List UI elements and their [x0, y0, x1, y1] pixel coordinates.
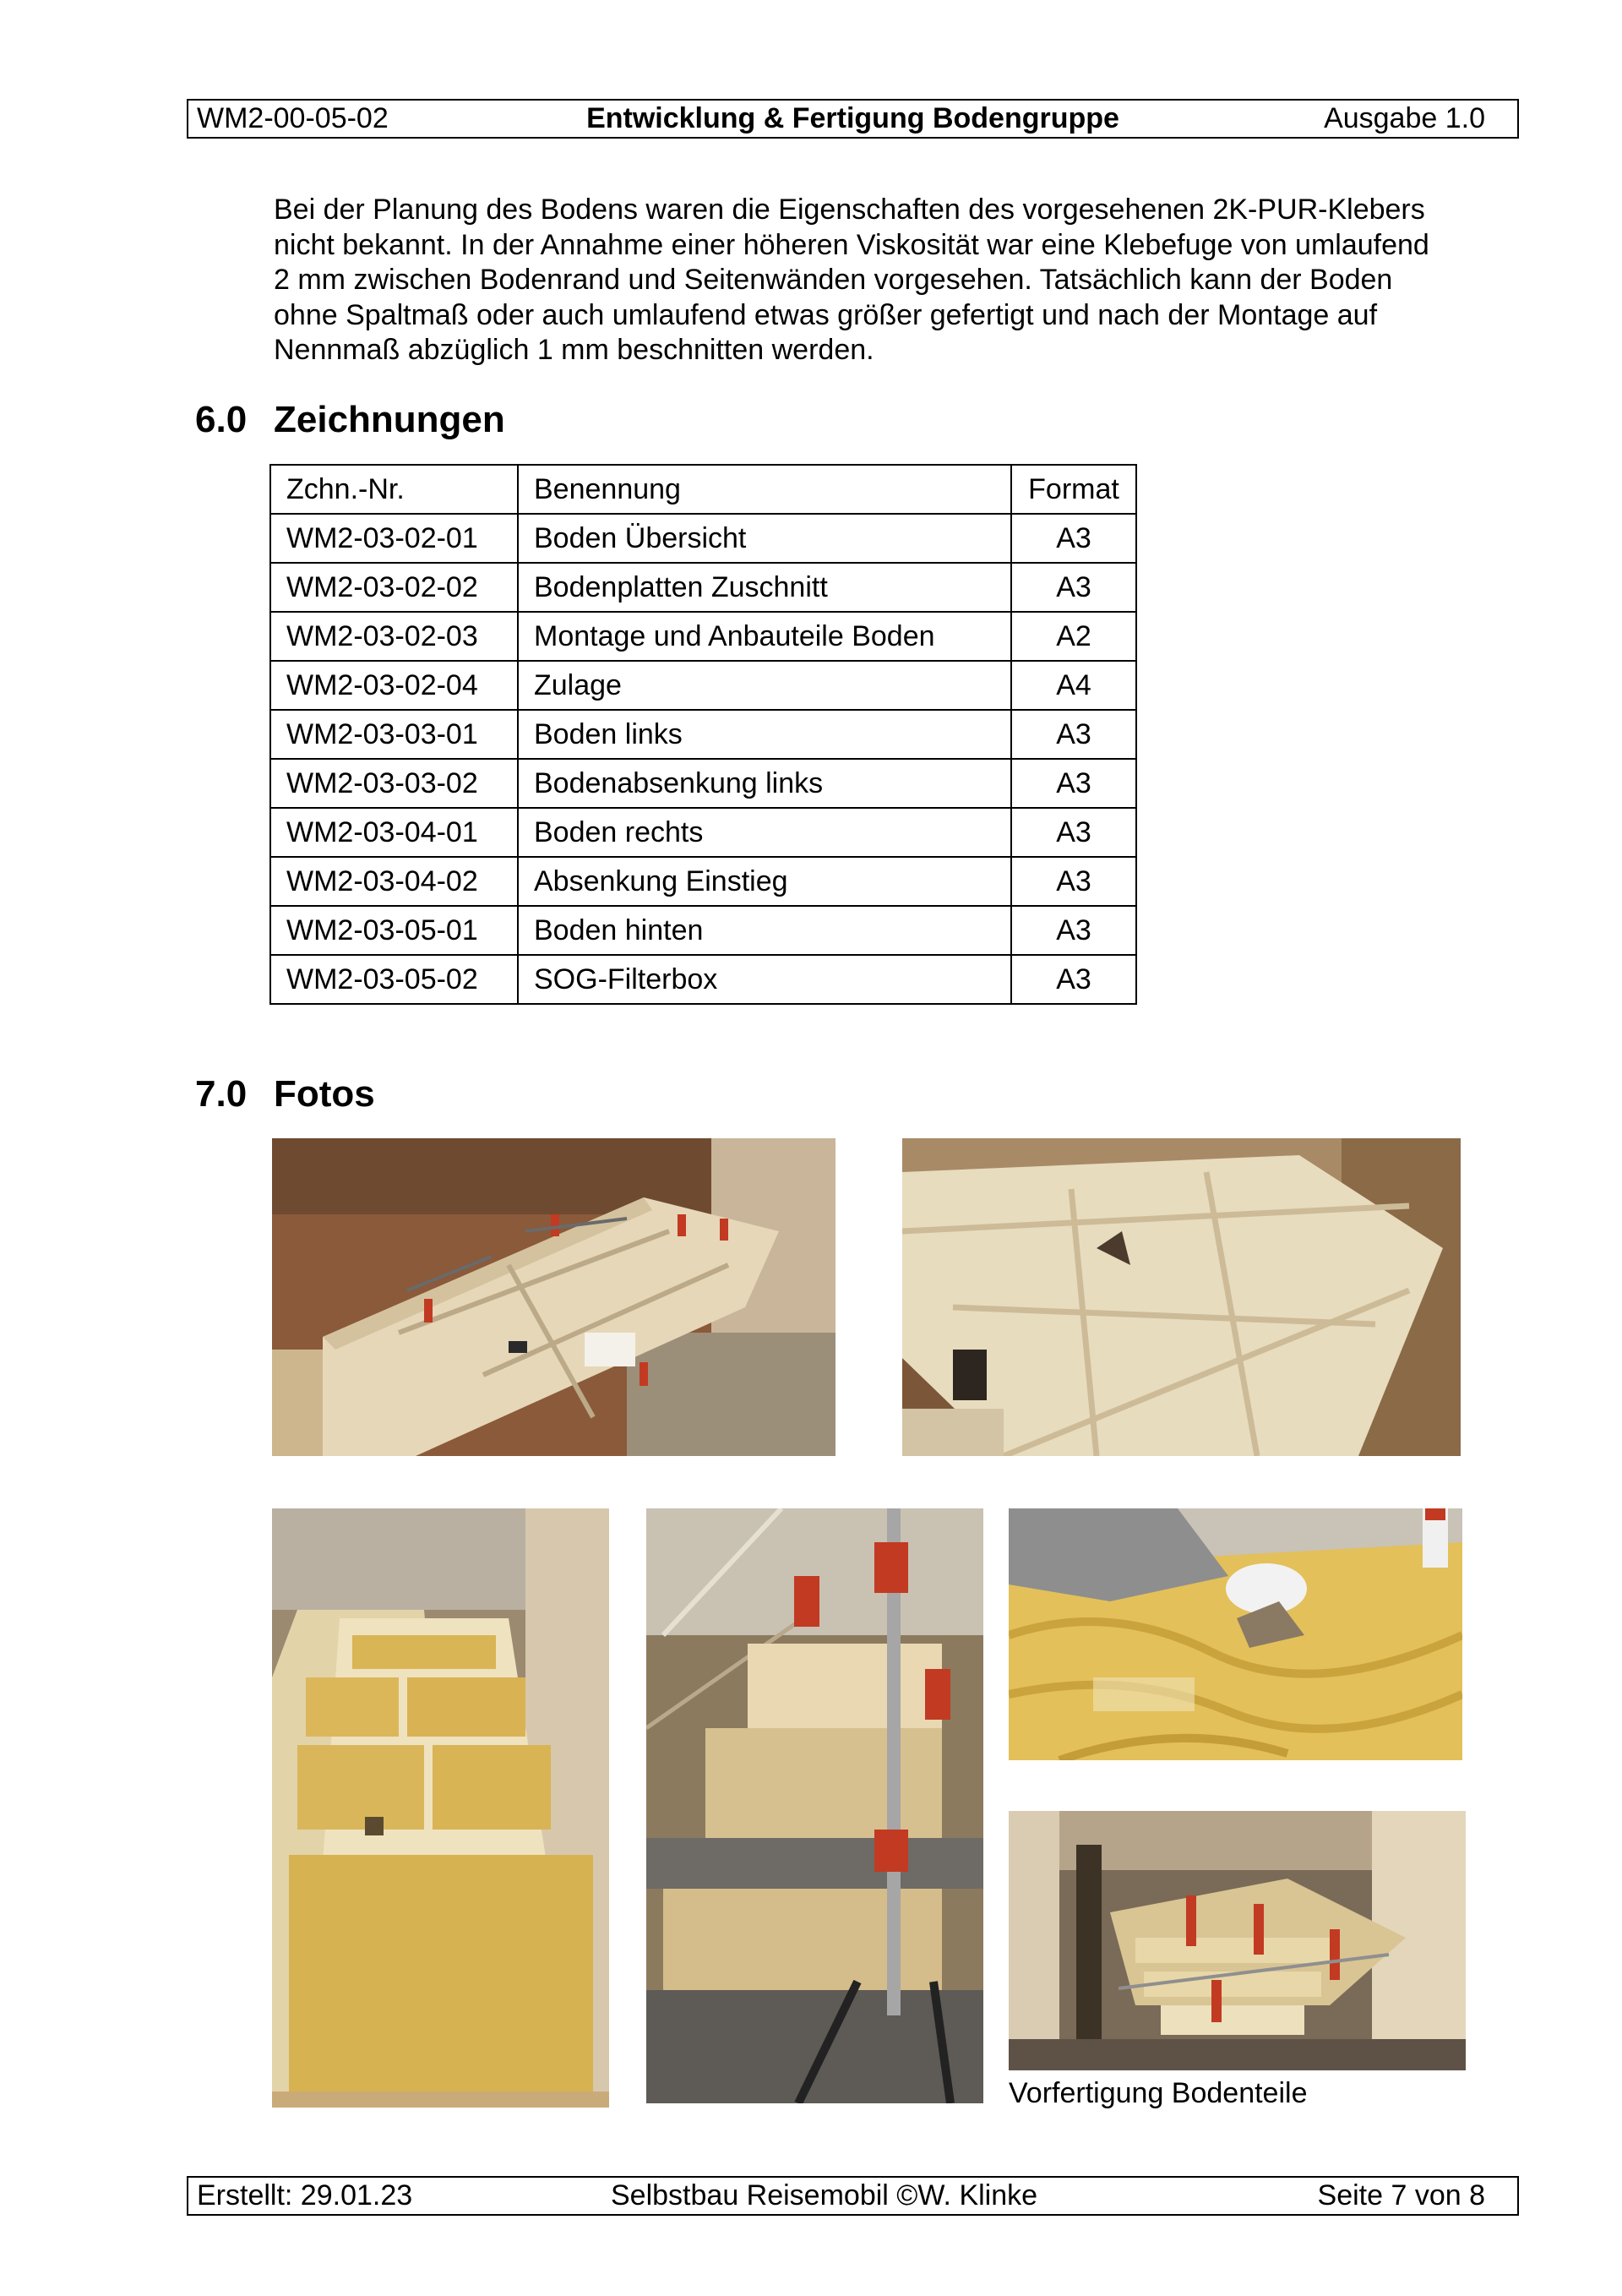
section-number: 6.0 — [195, 399, 248, 440]
drawing-name: Absenkung Einstieg — [518, 857, 1011, 906]
drawing-name: Boden Übersicht — [518, 514, 1011, 563]
table-row — [270, 808, 1136, 857]
drawing-format: A3 — [1011, 514, 1136, 563]
header-edition: Ausgabe 1.0 — [1324, 102, 1485, 134]
table-row — [270, 759, 1136, 808]
drawing-name: Boden links — [518, 710, 1011, 759]
header-title: Entwicklung & Fertigung Bodengruppe — [586, 102, 1119, 134]
section-heading-photos — [195, 1073, 375, 1115]
drawing-name: Bodenplatten Zuschnitt — [518, 563, 1011, 612]
drawing-number: WM2-03-05-02 — [270, 955, 518, 1004]
table-row — [270, 514, 1136, 563]
column-header: Benennung — [518, 465, 1011, 514]
photo-floor-parts-prefab — [1009, 1811, 1466, 2070]
photo-floor-panel-overview — [902, 1138, 1461, 1456]
photo-floor-frame-clamped — [272, 1138, 835, 1456]
drawing-format: A3 — [1011, 710, 1136, 759]
drawing-number: WM2-03-04-01 — [270, 808, 518, 857]
table-row — [270, 563, 1136, 612]
section-title: Fotos — [274, 1073, 375, 1115]
table-row — [270, 955, 1136, 1004]
drawing-name: Boden rechts — [518, 808, 1011, 857]
header-doc-id: WM2-00-05-02 — [197, 102, 389, 134]
footer-project: Selbstbau Reisemobil ©W. Klinke — [611, 2179, 1038, 2211]
drawing-format: A3 — [1011, 857, 1136, 906]
drawing-name: SOG-Filterbox — [518, 955, 1011, 1004]
drawing-number: WM2-03-02-02 — [270, 563, 518, 612]
photo-parts-stacked-clamps — [646, 1508, 983, 2103]
drawing-format: A3 — [1011, 955, 1136, 1004]
section-number: 7.0 — [195, 1073, 248, 1115]
drawing-format: A3 — [1011, 808, 1136, 857]
column-header: Format — [1011, 465, 1136, 514]
footer-created-date: Erstellt: 29.01.23 — [197, 2179, 413, 2211]
drawing-name: Montage und Anbauteile Boden — [518, 612, 1011, 661]
drawing-name: Zulage — [518, 661, 1011, 710]
table-row — [270, 661, 1136, 710]
drawing-name: Bodenabsenkung links — [518, 759, 1011, 808]
drawing-number: WM2-03-02-01 — [270, 514, 518, 563]
section-title: Zeichnungen — [274, 399, 505, 440]
drawings-table — [269, 464, 1137, 1005]
intro-line: ohne Spaltmaß oder auch umlaufend etwas größer gefertigt und nach der Montage auf — [274, 298, 1378, 331]
section-heading-drawings — [195, 399, 505, 441]
table-row — [270, 857, 1136, 906]
drawing-number: WM2-03-02-04 — [270, 661, 518, 710]
table-row — [270, 612, 1136, 661]
intro-line: 2 mm zwischen Bodenrand und Seitenwänden vorgesehen. Tatsächlich kann der Boden — [274, 264, 1393, 296]
drawing-format: A3 — [1011, 759, 1136, 808]
page-header — [187, 99, 1519, 139]
table-row — [270, 906, 1136, 955]
intro-line: nicht bekannt. In der Annahme einer höheren Viskosität war eine Klebefuge von umlaufend — [274, 228, 1429, 261]
photo-caption: Vorfertigung Bodenteile — [1009, 2077, 1308, 2109]
footer-page-number: Seite 7 von 8 — [1317, 2179, 1485, 2211]
drawing-number: WM2-03-03-02 — [270, 759, 518, 808]
drawing-format: A2 — [1011, 612, 1136, 661]
intro-paragraph — [274, 193, 1516, 368]
drawing-number: WM2-03-02-03 — [270, 612, 518, 661]
photo-floor-glued-panels — [272, 1508, 609, 2108]
drawing-format: A4 — [1011, 661, 1136, 710]
drawing-number: WM2-03-04-02 — [270, 857, 518, 906]
drawing-format: A3 — [1011, 563, 1136, 612]
intro-line: Bei der Planung des Bodens waren die Eigenschaften des vorgesehenen 2K-PUR-Klebers — [274, 194, 1425, 226]
table-row — [270, 710, 1136, 759]
drawing-number: WM2-03-05-01 — [270, 906, 518, 955]
intro-line: Nennmaß abzüglich 1 mm beschnitten werden. — [274, 334, 874, 366]
photo-adhesive-spreading — [1009, 1508, 1462, 1760]
table-header-row — [270, 465, 1136, 514]
drawing-format: A3 — [1011, 906, 1136, 955]
column-header: Zchn.-Nr. — [270, 465, 518, 514]
drawing-number: WM2-03-03-01 — [270, 710, 518, 759]
drawing-name: Boden hinten — [518, 906, 1011, 955]
page-footer — [187, 2176, 1519, 2216]
